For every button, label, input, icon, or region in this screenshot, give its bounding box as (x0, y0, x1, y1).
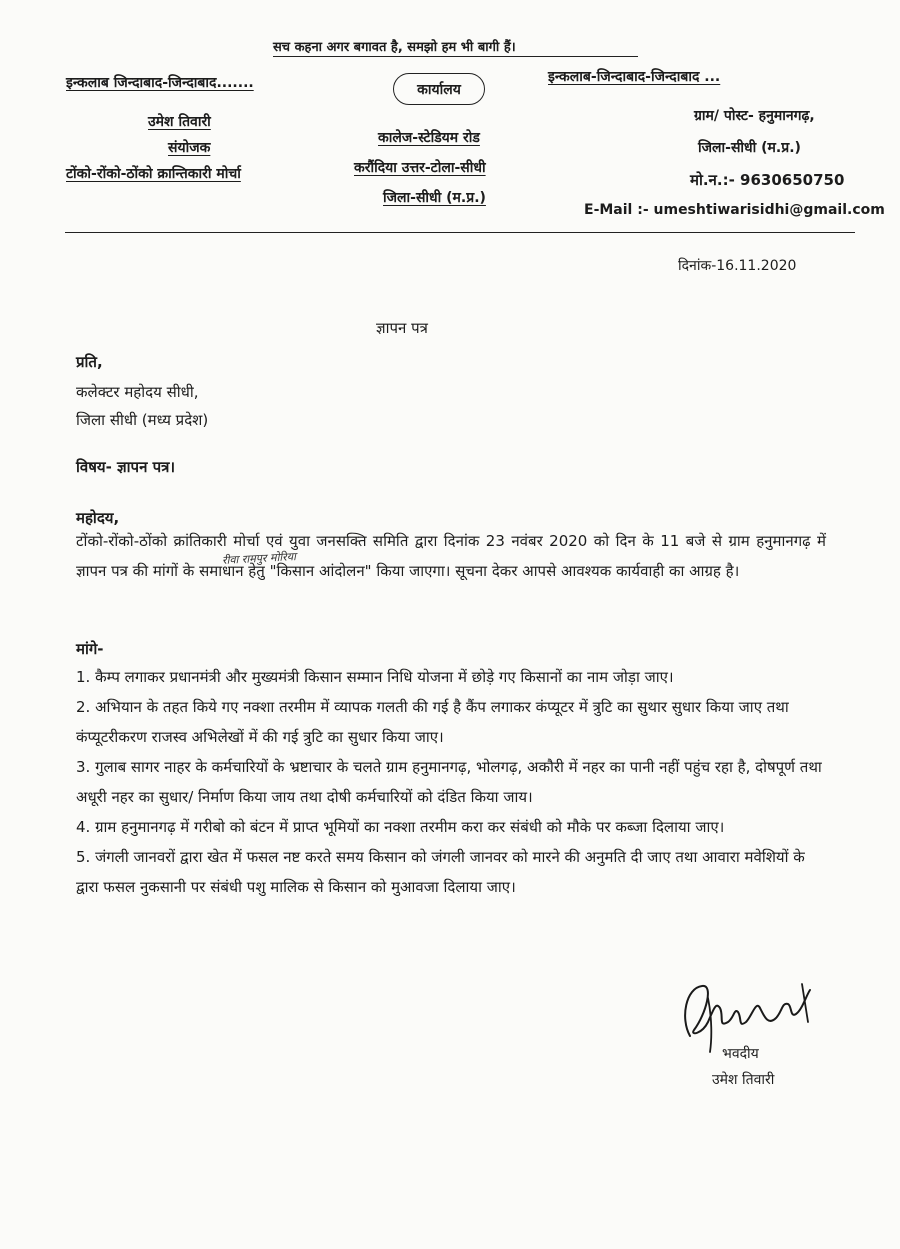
sender-role: संयोजक (168, 140, 211, 156)
contact-mobile: मो.न.:- 9630650750 (690, 171, 845, 189)
letter-date: दिनांक-16.11.2020 (678, 258, 797, 274)
contact-email: E-Mail :- umeshtiwarisidhi@gmail.com (584, 202, 885, 218)
office-address-line2: करौंदिया उत्तर-टोला-सीधी (354, 160, 486, 176)
subject-line: विषय- ज्ञापन पत्र। (76, 458, 176, 476)
handwritten-note: रीवा रामपुर मोरिया (221, 550, 297, 567)
sender-name: उमेश तिवारी (148, 114, 211, 130)
recipient-line1: कलेक्टर महोदय सीधी, (76, 383, 199, 401)
body-text: टोंको-रोंको-ठोंको क्रांतिकारी मोर्चा एवं युवा जनसक्ति समिति द्वारा दिनांक 23 नवंबर 2020 को दिन के 11 बजे से ग्राम हनुमानगढ़ में ज्ञापन पत्र की मांगों के समाधान हेतु "किसान आंदोलन" किया जाएगा। सूचना देकर आपसे आवश्यक कार्यवाही का आग्रह है। (76, 532, 826, 580)
body-paragraph (76, 526, 826, 586)
header-motto: सच कहना अगर बगावत है, समझो हम भी बागी हैं। (273, 40, 516, 55)
office-address-line3: जिला-सीधी (म.प्र.) (383, 190, 486, 206)
signer-name: उमेश तिवारी (712, 1072, 775, 1088)
demand-item: 1. कैम्प लगाकर प्रधानमंत्री और मुख्यमंत्री किसान सम्मान निधि योजना में छोड़े गए किसानों का नाम जोड़ा जाए। (76, 668, 674, 686)
contact-address-line2: जिला-सीधी (म.प्र.) (698, 140, 801, 156)
slogan-left: इन्कलाब जिन्दाबाद-जिन्दाबाद....... (66, 75, 254, 91)
header-rule (65, 232, 855, 233)
motto-underline (273, 56, 638, 57)
office-label: कार्यालय (393, 73, 485, 105)
sender-org: टोंको-रोंको-ठोंको क्रान्तिकारी मोर्चा (66, 166, 241, 182)
demand-item: 2. अभियान के तहत किये गए नक्शा तरमीम में व्यापक गलती की गई है कैंप लगाकर कंप्यूटर में त्रुटि का सुथार सुधार किया जाए तथा कंप्यूटरीकरण राजस्व अभिलेखों में की गई त्रुटि का सुधार किया जाए। (76, 698, 789, 746)
demand-item: 5. जंगली जानवरों द्वारा खेत में फसल नष्ट करते समय किसान को जंगली जानवर को मारने की अनुमति दी जाए तथा आवारा मवेशियों के द्वारा फसल नुकसानी पर संबंधी पशु मालिक से किसान को मुआवजा दिलाया जाए। (76, 848, 805, 896)
recipient-line2: जिला सीधी (मध्य प्रदेश) (76, 411, 209, 429)
recipient-to: प्रति, (76, 353, 103, 371)
demand-item: 4. ग्राम हनुमानगढ़ में गरीबो को बंटन में प्राप्त भूमियों का नक्शा तरमीम करा कर संबंधी को मौके पर कब्जा दिलाया जाए। (76, 818, 725, 836)
office-address-line1: कालेज-स्टेडियम रोड (378, 130, 480, 146)
closing: भवदीय (722, 1046, 759, 1062)
salutation: महोदय, (76, 509, 120, 527)
demand-item: 3. गुलाब सागर नाहर के कर्मचारियों के भ्रष्टाचार के चलते ग्राम हनुमानगढ़, भोलगढ़, अकौरी में नहर का पानी नहीं पहुंच रहा है, दोषपूर्ण तथा अधूरी नहर का सुधार/ निर्माण किया जाय तथा दोषी कर्मचारियों को दंडित किया जाय। (76, 758, 822, 806)
slogan-right: इन्कलाब-जिन्दाबाद-जिन्दाबाद ... (548, 69, 721, 85)
demands-list (76, 662, 826, 902)
contact-address-line1: ग्राम/ पोस्ट- हनुमानगढ़, (694, 108, 815, 124)
demands-title: मांगे- (76, 640, 104, 658)
document-title: ज्ञापन पत्र (376, 319, 428, 337)
